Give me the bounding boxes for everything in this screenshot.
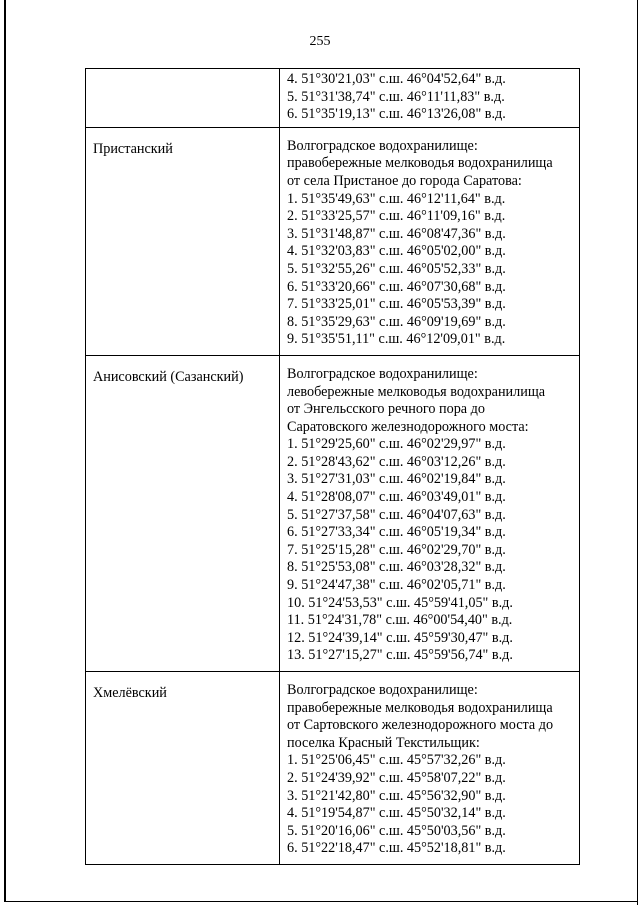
page-frame-right — [637, 0, 638, 905]
coordinate-point: 4. 51°28'08,07" с.ш. 46°03'49,01" в.д. — [287, 489, 506, 506]
region-name: Пристанский — [93, 140, 173, 157]
coordinate-point: 2. 51°24'39,92" с.ш. 45°58'07,22" в.д. — [287, 769, 506, 786]
regions-table-body — [86, 69, 580, 865]
description-line: от Сартовского железнодорожного моста до — [287, 717, 554, 734]
region-name-cell — [86, 355, 280, 671]
description-line: поселка Красный Текстильщик: — [287, 734, 480, 751]
description-line: Волгоградское водохранилище: — [287, 137, 478, 154]
coordinate-point: 9. 51°24'47,38" с.ш. 46°02'05,71" в.д. — [287, 577, 506, 594]
region-name-cell — [86, 69, 280, 128]
coordinate-point: 12. 51°24'39,14" с.ш. 45°59'30,47" в.д. — [287, 629, 513, 646]
coordinate-point: 6. 51°35'19,13" с.ш. 46°13'26,08" в.д. — [287, 106, 506, 123]
coordinate-point: 7. 51°25'15,28" с.ш. 46°02'29,70" в.д. — [287, 541, 506, 558]
description-line: от села Пристаное до города Саратова: — [287, 172, 522, 189]
coordinate-point: 2. 51°28'43,62" с.ш. 46°03'12,26" в.д. — [287, 453, 506, 470]
coordinate-point: 2. 51°33'25,57" с.ш. 46°11'09,16" в.д. — [287, 208, 506, 225]
coordinate-point: 10. 51°24'53,53" с.ш. 45°59'41,05" в.д. — [287, 594, 513, 611]
coordinate-point: 3. 51°21'42,80" с.ш. 45°56'32,90" в.д. — [287, 787, 506, 804]
region-description-cell — [280, 127, 580, 355]
description-line: от Энгельсского речного пора до — [287, 401, 485, 418]
region-description-cell — [280, 672, 580, 865]
region-description-cell — [280, 69, 580, 128]
coordinate-point: 4. 51°30'21,03" с.ш. 46°04'52,64" в.д. — [287, 71, 506, 87]
coordinate-point: 8. 51°25'53,08" с.ш. 46°03'28,32" в.д. — [287, 559, 506, 576]
page-frame-bottom — [4, 901, 638, 902]
coordinate-point: 5. 51°20'16,06" с.ш. 45°50'03,56" в.д. — [287, 822, 506, 839]
coordinate-point: 1. 51°29'25,60" с.ш. 46°02'29,97" в.д. — [287, 436, 506, 453]
coordinate-point: 1. 51°35'49,63" с.ш. 46°12'11,64" в.д. — [287, 190, 506, 207]
region-name-cell — [86, 672, 280, 865]
description-line: правобережные мелководья водохранилища — [287, 699, 553, 716]
coordinate-point: 8. 51°35'29,63" с.ш. 46°09'19,69" в.д. — [287, 313, 506, 330]
table-row — [86, 672, 580, 865]
description-line: Волгоградское водохранилище: — [287, 682, 478, 698]
coordinate-point: 3. 51°31'48,87" с.ш. 46°08'47,36" в.д. — [287, 225, 506, 242]
region-name: Хмелёвский — [93, 685, 167, 701]
table-row — [86, 69, 580, 128]
regions-table — [85, 68, 580, 865]
coordinate-point: 13. 51°27'15,27" с.ш. 45°59'56,74" в.д. — [287, 647, 513, 664]
region-name: Анисовский (Сазанский) — [93, 368, 244, 385]
coordinate-point: 5. 51°27'37,58" с.ш. 46°04'07,63" в.д. — [287, 506, 506, 523]
page-number: 255 — [309, 34, 331, 49]
coordinate-point: 3. 51°27'31,03" с.ш. 46°02'19,84" в.д. — [287, 471, 506, 488]
description-line: Саратовского железнодорожного моста: — [287, 418, 529, 435]
coordinate-point: 11. 51°24'31,78" с.ш. 46°00'54,40" в.д. — [287, 612, 513, 629]
coordinate-point: 4. 51°32'03,83" с.ш. 46°05'02,00" в.д. — [287, 243, 506, 260]
description-line: правобережные мелководья водохранилища — [287, 155, 553, 172]
coordinate-point: 6. 51°27'33,34" с.ш. 46°05'19,34" в.д. — [287, 524, 506, 541]
coordinate-point: 1. 51°25'06,45" с.ш. 45°57'32,26" в.д. — [287, 752, 506, 769]
table-row — [86, 355, 580, 671]
page-frame-left — [4, 0, 6, 901]
region-name-cell — [86, 127, 280, 355]
coordinate-point: 4. 51°19'54,87" с.ш. 45°50'32,14" в.д. — [287, 805, 506, 822]
coordinate-point: 7. 51°33'25,01" с.ш. 46°05'53,39" в.д. — [287, 296, 506, 313]
coordinate-point: 6. 51°33'20,66" с.ш. 46°07'30,68" в.д. — [287, 278, 506, 295]
description-line: левобережные мелководья водохранилища — [287, 383, 546, 400]
coordinate-point: 5. 51°32'55,26" с.ш. 46°05'52,33" в.д. — [287, 260, 506, 277]
table-row — [86, 127, 580, 355]
coordinate-point: 9. 51°35'51,11" с.ш. 46°12'09,01" в.д. — [287, 331, 506, 348]
coordinate-point: 5. 51°31'38,74" с.ш. 46°11'11,83" в.д. — [287, 88, 505, 105]
region-description-cell — [280, 355, 580, 671]
coordinate-point: 6. 51°22'18,47" с.ш. 45°52'18,81" в.д. — [287, 840, 506, 857]
description-line: Волгоградское водохранилище: — [287, 365, 478, 382]
